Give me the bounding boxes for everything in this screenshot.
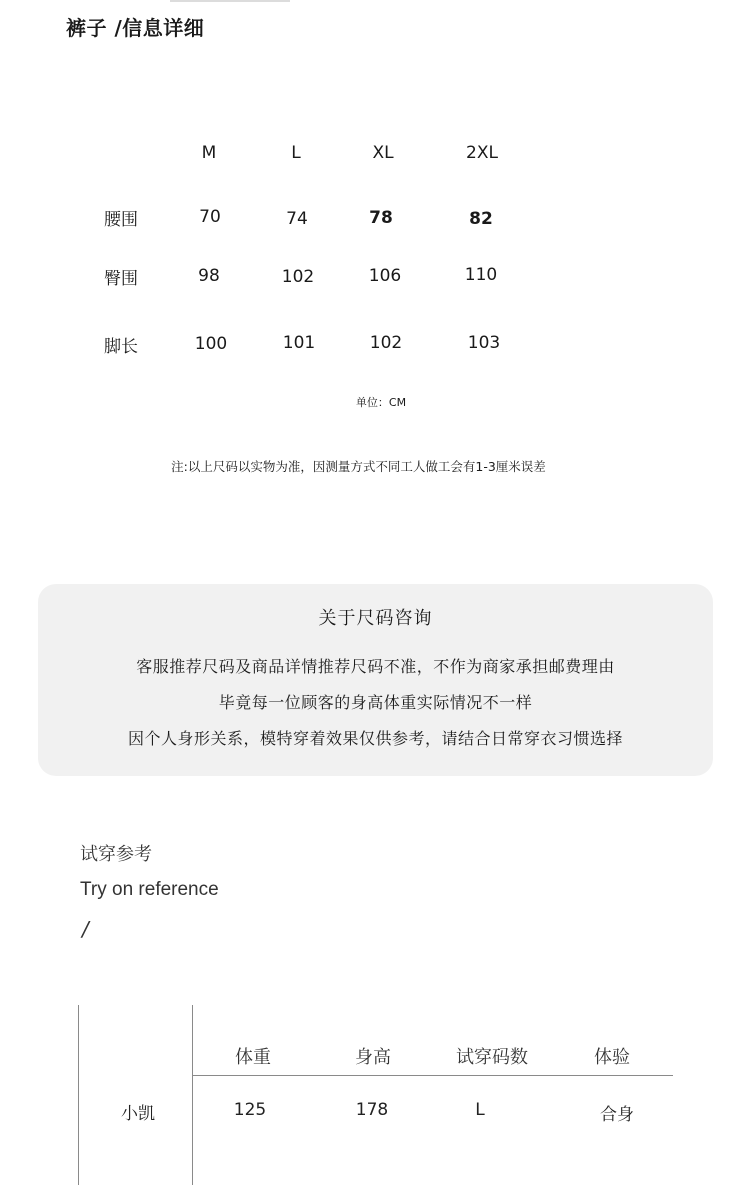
row-label-hip: 臀围 [104, 269, 138, 289]
unit-label: 单位：CM [355, 396, 407, 409]
try-on-title-cn: 试穿参考 [80, 844, 152, 865]
model-name: 小凯 [121, 1104, 155, 1124]
consult-line: 因个人身形关系，模特穿着效果仅供参考，请结合日常穿衣习惯选择 [127, 729, 623, 748]
size-col-2xl: 2XL [466, 143, 498, 163]
table-cell: 125 [233, 1100, 267, 1120]
table-cell: 102 [281, 267, 315, 287]
table-cell: 178 [355, 1100, 389, 1120]
header-size: 试穿码数 [456, 1047, 528, 1068]
table-cell: 100 [194, 334, 228, 354]
table-cell: 74 [286, 209, 308, 229]
size-note: 注:以上尺码以实物为准，因测量方式不同工人做工会有1-3厘米误差 [171, 459, 546, 474]
table-cell: 106 [368, 266, 402, 286]
consult-title: 关于尺码咨询 [318, 608, 433, 629]
table-cell: 98 [198, 266, 220, 286]
size-consult-box [38, 584, 713, 776]
table-cell: 70 [199, 207, 221, 227]
table-cell: 102 [369, 333, 403, 353]
consult-line: 毕竟每一位顾客的身高体重实际情况不一样 [218, 693, 533, 712]
try-on-title-en: Try on reference [80, 879, 219, 900]
table-cell: 103 [467, 333, 501, 353]
table-cell: 82 [469, 209, 493, 229]
table-cell: 合身 [600, 1105, 634, 1125]
consult-line: 客服推荐尺码及商品详情推荐尺码不准，不作为商家承担邮费理由 [136, 657, 615, 676]
header-fit: 体验 [594, 1047, 630, 1068]
table-cell: L [475, 1100, 485, 1120]
row-label-length: 脚长 [104, 337, 138, 357]
row-label-waist: 腰围 [104, 210, 138, 230]
table-cell: 101 [282, 333, 316, 353]
table-header-divider [192, 1075, 673, 1076]
header-weight: 体重 [235, 1047, 271, 1068]
header-height: 身高 [355, 1047, 391, 1068]
table-column-divider [192, 1005, 193, 1185]
page-title: 裤子 /信息详细 [66, 16, 205, 40]
try-on-slash: / [82, 917, 89, 941]
table-cell: 110 [464, 265, 498, 285]
size-col-xl: XL [372, 143, 394, 163]
top-divider [170, 0, 290, 2]
table-left-border [78, 1005, 79, 1185]
size-col-m: M [201, 143, 217, 163]
table-cell: 78 [369, 208, 393, 228]
size-col-l: L [291, 143, 301, 163]
